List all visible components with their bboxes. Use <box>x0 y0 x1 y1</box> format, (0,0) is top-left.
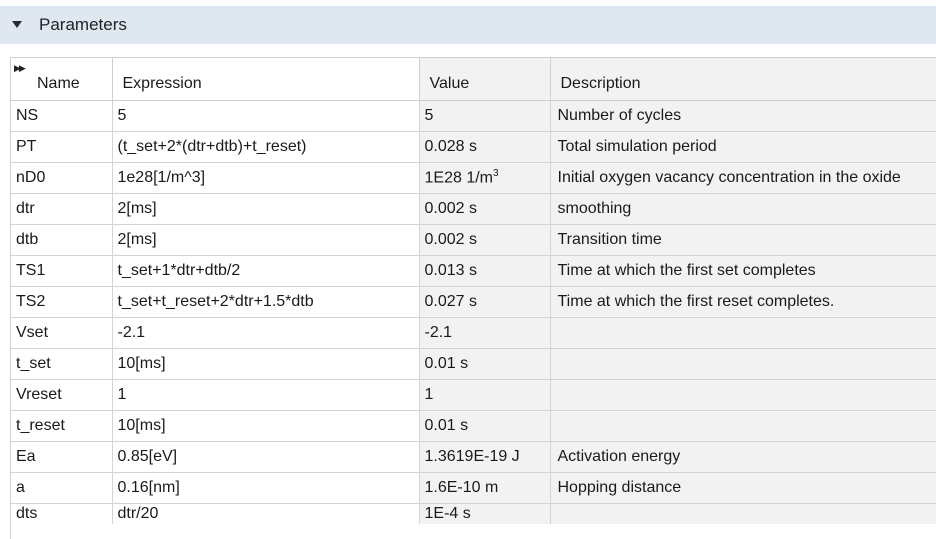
cell-name[interactable]: PT <box>11 132 112 163</box>
collapse-triangle-icon[interactable] <box>10 18 24 32</box>
cell-expression[interactable]: 5 <box>112 101 419 132</box>
cell-value: 1 <box>419 380 550 411</box>
cell-name[interactable]: dtb <box>11 225 112 256</box>
cell-value: 0.013 s <box>419 256 550 287</box>
cell-name[interactable]: TS2 <box>11 287 112 318</box>
cell-expression[interactable]: -2.1 <box>112 318 419 349</box>
cell-name[interactable]: Vreset <box>11 380 112 411</box>
cell-description[interactable] <box>550 504 936 525</box>
cell-value: 1E28 $1/m^3$ <box>419 163 550 194</box>
cell-value: 1.6E-10 m <box>419 473 550 504</box>
cell-value: 1E-4 s <box>419 504 550 525</box>
cell-value: 0.01 s <box>419 349 550 380</box>
cell-expression[interactable]: (t_set+2*(dtr+dtb)+t_reset) <box>112 132 419 163</box>
table-row[interactable] <box>11 101 936 132</box>
cell-value: 1.3619E-19 J <box>419 442 550 473</box>
cell-expression[interactable]: t_set+t_reset+2*dtr+1.5*dtb <box>112 287 419 318</box>
cell-name[interactable]: Ea <box>11 442 112 473</box>
cell-description[interactable]: Initial oxygen vacancy concentration in the oxide <box>550 163 936 194</box>
cell-expression[interactable]: 0.85[eV] <box>112 442 419 473</box>
column-header-expression[interactable]: Expression <box>112 58 419 101</box>
parameters-section-header[interactable] <box>0 6 936 44</box>
cell-name[interactable]: t_reset <box>11 411 112 442</box>
table-row[interactable] <box>11 504 936 525</box>
column-header-description[interactable]: Description <box>550 58 936 101</box>
cell-description[interactable]: Number of cycles <box>550 101 936 132</box>
cell-expression[interactable]: 0.16[nm] <box>112 473 419 504</box>
table-header-row <box>11 58 936 101</box>
cell-description[interactable] <box>550 349 936 380</box>
cell-value: 5 <box>419 101 550 132</box>
cell-description[interactable]: Total simulation period <box>550 132 936 163</box>
table-row[interactable] <box>11 287 936 318</box>
table-row[interactable] <box>11 225 936 256</box>
table-row[interactable] <box>11 411 936 442</box>
cell-value: 0.002 s <box>419 225 550 256</box>
unit-exponent: 3 <box>492 168 499 180</box>
cell-name[interactable]: a <box>11 473 112 504</box>
cell-description[interactable]: smoothing <box>550 194 936 225</box>
cell-description[interactable] <box>550 380 936 411</box>
cell-name[interactable]: t_set <box>11 349 112 380</box>
cell-description[interactable]: Time at which the first reset completes. <box>550 287 936 318</box>
cell-value: 0.027 s <box>419 287 550 318</box>
parameters-table <box>11 58 936 524</box>
cell-description[interactable]: Transition time <box>550 225 936 256</box>
table-row[interactable] <box>11 473 936 504</box>
cell-expression[interactable]: 10[ms] <box>112 349 419 380</box>
column-header-value[interactable]: Value <box>419 58 550 101</box>
cell-description[interactable] <box>550 411 936 442</box>
cell-description[interactable]: Time at which the first set completes <box>550 256 936 287</box>
cell-expression[interactable]: 1e28[1/m^3] <box>112 163 419 194</box>
table-row[interactable] <box>11 442 936 473</box>
cell-name[interactable]: TS1 <box>11 256 112 287</box>
cell-expression[interactable]: 10[ms] <box>112 411 419 442</box>
expand-columns-icon[interactable]: ▶▶ <box>14 63 24 73</box>
column-header-name[interactable]: ▶▶ Name <box>11 58 112 101</box>
cell-description[interactable]: Hopping distance <box>550 473 936 504</box>
cell-value: 0.028 s <box>419 132 550 163</box>
cell-name[interactable]: Vset <box>11 318 112 349</box>
cell-value: -2.1 <box>419 318 550 349</box>
table-row[interactable] <box>11 163 936 194</box>
table-row[interactable] <box>11 132 936 163</box>
cell-expression[interactable]: 2[ms] <box>112 194 419 225</box>
cell-description[interactable] <box>550 318 936 349</box>
table-row[interactable] <box>11 318 936 349</box>
cell-expression[interactable]: 2[ms] <box>112 225 419 256</box>
cell-name[interactable]: dts <box>11 504 112 525</box>
cell-value: 0.01 s <box>419 411 550 442</box>
cell-description[interactable]: Activation energy <box>550 442 936 473</box>
table-row[interactable] <box>11 380 936 411</box>
table-row[interactable] <box>11 194 936 225</box>
cell-name[interactable]: NS <box>11 101 112 132</box>
cell-expression[interactable]: 1 <box>112 380 419 411</box>
cell-expression[interactable]: t_set+1*dtr+dtb/2 <box>112 256 419 287</box>
section-title: Parameters <box>39 15 127 34</box>
table-row[interactable] <box>11 256 936 287</box>
parameters-table-container <box>10 57 936 539</box>
cell-name[interactable]: dtr <box>11 194 112 225</box>
cell-value: 0.002 s <box>419 194 550 225</box>
table-row[interactable] <box>11 349 936 380</box>
cell-expression[interactable]: dtr/20 <box>112 504 419 525</box>
cell-name[interactable]: nD0 <box>11 163 112 194</box>
